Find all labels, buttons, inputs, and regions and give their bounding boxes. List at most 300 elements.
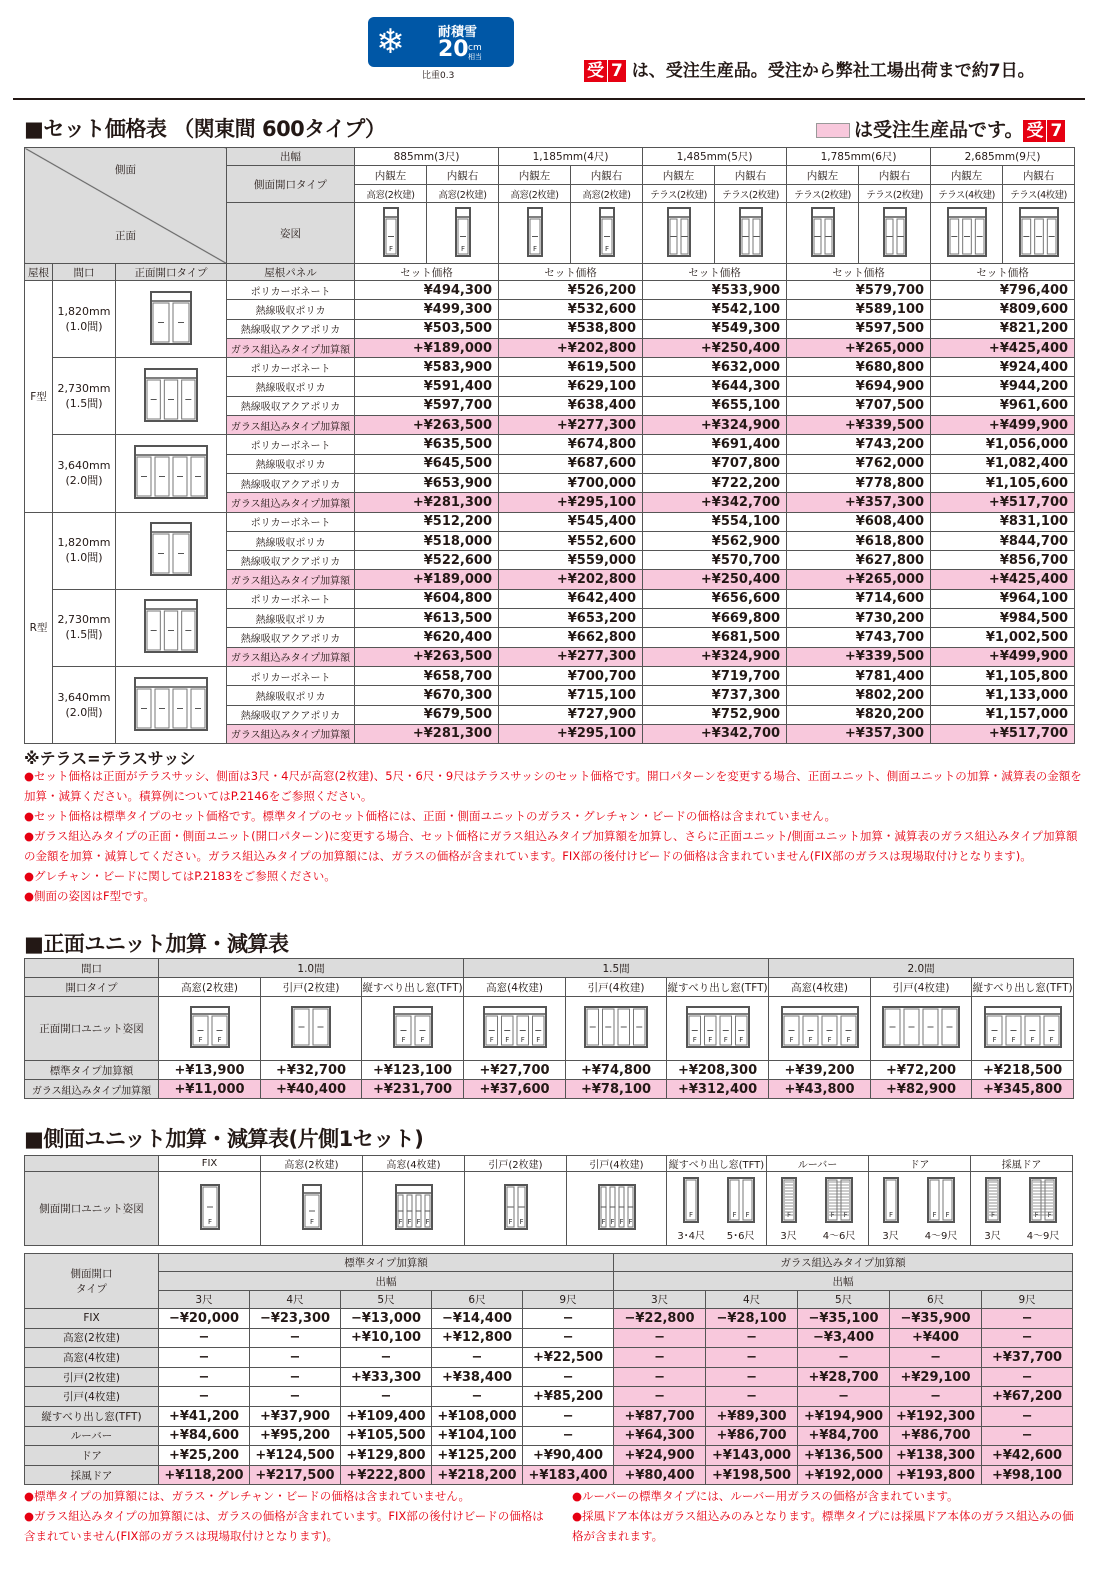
unit-1: 高窓(2枚建): [261, 1156, 363, 1172]
svg-text:F: F: [827, 1036, 832, 1044]
col-4尺: 4尺: [250, 1291, 341, 1309]
opening-header: 間口: [53, 264, 116, 281]
table-row: [25, 1156, 1073, 1172]
svg-text:F: F: [786, 1210, 791, 1219]
glass-price: +¥42,600: [982, 1446, 1073, 1466]
opening-size: [53, 358, 116, 435]
table-row: [25, 997, 1074, 1061]
figure-caption: 3尺: [780, 1230, 797, 1242]
side-figure-1: [427, 203, 499, 264]
panel-label: ガラス組込みタイプ加算額: [227, 493, 355, 512]
svg-text:F: F: [846, 1036, 851, 1044]
price-cell: ¥687,600: [499, 454, 643, 473]
price-cell: ¥809,600: [931, 300, 1075, 319]
panel-label: 熱線吸収ポリカ: [227, 609, 355, 628]
opening-mm: 2,730mm: [57, 381, 111, 395]
price-cell: ¥722,200: [643, 473, 787, 492]
front-unit-figure: [871, 997, 972, 1061]
svg-text:F: F: [945, 1210, 950, 1219]
type-header: 側面開口 タイプ: [25, 1254, 159, 1309]
price-cell: +¥324,900: [643, 647, 787, 666]
price-cell: ¥1,082,400: [931, 454, 1075, 473]
std-price: +¥123,100: [362, 1061, 464, 1080]
table-row: [25, 978, 1074, 997]
price-cell: ¥844,700: [931, 531, 1075, 550]
price-cell: +¥339,500: [787, 647, 931, 666]
table-row: [25, 1272, 1073, 1291]
price-cell: +¥499,900: [931, 647, 1075, 666]
opening-ken: (1.5間): [65, 396, 103, 410]
side-window-figure-icon: [526, 206, 544, 258]
panel-label: 熱線吸収アクアポリカ: [227, 628, 355, 647]
svg-text:F: F: [424, 1218, 430, 1226]
side-type-7: テラス(2枚建): [859, 185, 931, 203]
glass-price: +¥143,000: [706, 1446, 798, 1466]
front-unit-figure: [667, 997, 769, 1061]
std-price: −: [341, 1348, 432, 1368]
price-cell: ¥655,100: [643, 396, 787, 415]
panel-label: 熱線吸収ポリカ: [227, 300, 355, 319]
front-unit-title: ■正面ユニット加算・減算表: [24, 932, 289, 956]
std-price: +¥105,500: [341, 1426, 432, 1446]
price-cell: +¥189,000: [355, 570, 499, 589]
figure-caption: 4〜9尺: [1026, 1230, 1060, 1242]
side-figure-3: [571, 203, 643, 264]
opening-size: [53, 666, 116, 743]
open-type-8: 縦すべり出し窓(TFT): [972, 978, 1074, 997]
table-row: [25, 1061, 1074, 1080]
price-cell: +¥517,700: [931, 724, 1075, 743]
std-price: +¥10,100: [341, 1328, 432, 1348]
price-cell: ¥589,100: [787, 300, 931, 319]
std-price: −: [523, 1328, 614, 1348]
side-type-5: テラス(2枚建): [715, 185, 787, 203]
svg-text:F: F: [689, 1210, 694, 1219]
group-0: 1.0間: [159, 959, 464, 978]
price-cell: ¥700,700: [499, 666, 643, 685]
badge-unit: cm 相当: [468, 43, 482, 61]
std-price: +¥84,600: [159, 1426, 250, 1446]
set-notes: [24, 766, 1084, 906]
svg-text:F: F: [507, 1218, 513, 1226]
price-cell: ¥635,500: [355, 435, 499, 454]
svg-text:F: F: [535, 1036, 540, 1044]
front-unit-figure: [362, 997, 464, 1061]
side-unit-figure: [363, 1172, 465, 1246]
glass-price: −: [890, 1348, 982, 1368]
glass-price: −: [982, 1309, 1073, 1329]
side-8: 内観左: [931, 166, 1003, 185]
side-window-figure-icon: [598, 206, 616, 258]
price-cell: ¥627,800: [787, 551, 931, 570]
width-4: 2,685mm(9尺): [931, 148, 1075, 166]
svg-text:F: F: [197, 1036, 203, 1044]
price-cell: +¥425,400: [931, 338, 1075, 357]
figure-variant: [1027, 1176, 1060, 1242]
table-row: [25, 1465, 1073, 1485]
std-price: +¥129,800: [341, 1446, 432, 1466]
front-unit-figure: [464, 997, 566, 1061]
side-terrace-figure-icon: [1018, 206, 1060, 258]
glass-price: +¥192,000: [798, 1465, 890, 1485]
side-terrace-figure-icon: [946, 206, 988, 258]
unit-3: 引戸(2枚建): [465, 1156, 567, 1172]
glass-price: +¥400: [890, 1328, 982, 1348]
side-terrace-figure-icon: [666, 206, 692, 258]
price-cell: ¥583,900: [355, 358, 499, 377]
note: ●標準タイプの加算額には、ガラス・グレチャン・ビードの価格は含まれていません。: [24, 1489, 470, 1503]
side-terrace-figure-icon: [738, 206, 764, 258]
price-cell: ¥597,500: [787, 319, 931, 338]
std-price: −: [159, 1367, 250, 1387]
glass-price: −: [798, 1387, 890, 1407]
glass-price: +¥29,100: [890, 1367, 982, 1387]
svg-text:F: F: [1047, 1210, 1052, 1219]
svg-text:F: F: [401, 1036, 406, 1044]
table-row: [25, 589, 1075, 608]
open-type-5: 縦すべり出し窓(TFT): [667, 978, 769, 997]
svg-text:F: F: [415, 1218, 421, 1226]
svg-text:F: F: [489, 1036, 494, 1044]
std-price: +¥22,500: [523, 1348, 614, 1368]
price-cell: ¥620,400: [355, 628, 499, 647]
svg-text:F: F: [745, 1210, 750, 1219]
svg-text:F: F: [808, 1036, 813, 1044]
std-price: −: [159, 1348, 250, 1368]
side-figure-0: [355, 203, 427, 264]
row-label: 縦すべり出し窓(TFT): [25, 1406, 159, 1426]
std-price: −: [250, 1328, 341, 1348]
glass-price: +¥43,800: [769, 1080, 871, 1099]
glass-price: +¥345,800: [972, 1080, 1074, 1099]
panel-label: ガラス組込みタイプ加算額: [227, 647, 355, 666]
std-price: +¥218,500: [972, 1061, 1074, 1080]
side-type-4: テラス(2枚建): [643, 185, 715, 203]
side-unit-figure-icon: [301, 1183, 323, 1231]
price-cell: +¥250,400: [643, 570, 787, 589]
front-window-figure-icon: [143, 367, 199, 423]
panel-header: 屋根パネル: [227, 264, 355, 281]
svg-text:F: F: [518, 1218, 524, 1226]
glass-price: −: [614, 1328, 706, 1348]
side-unit-figure-icon: [824, 1176, 854, 1224]
opening-ken: (1.0間): [65, 551, 103, 565]
price-cell: ¥700,000: [499, 473, 643, 492]
side-figure-5: [715, 203, 787, 264]
price-cell: ¥1,105,600: [931, 473, 1075, 492]
unit-6: ルーバー: [767, 1156, 869, 1172]
svg-text:F: F: [1034, 1210, 1039, 1219]
std-price: +¥124,500: [250, 1446, 341, 1466]
std-price: +¥218,200: [432, 1465, 523, 1485]
price-cell: ¥707,500: [787, 396, 931, 415]
std-price: +¥90,400: [523, 1446, 614, 1466]
glass-price: −: [798, 1348, 890, 1368]
price-cell: ¥796,400: [931, 281, 1075, 300]
glass-price: +¥37,700: [982, 1348, 1073, 1368]
width-1: 1,185mm(4尺): [499, 148, 643, 166]
std-price: −: [432, 1387, 523, 1407]
front-unit-figure: [769, 997, 871, 1061]
col-6尺: 6尺: [432, 1291, 523, 1309]
side-unit-price-table: [24, 1253, 1073, 1485]
price-cell: ¥656,600: [643, 589, 787, 608]
front-unit-figure: [261, 997, 362, 1061]
figure-caption: 4〜9尺: [924, 1230, 958, 1242]
glass-price: +¥98,100: [982, 1465, 1073, 1485]
glass-price: +¥64,300: [614, 1426, 706, 1446]
opening-size: [53, 512, 116, 589]
front-figure: [116, 666, 227, 743]
row-label: FIX: [25, 1309, 159, 1329]
order-note: 受 7 は、受注生産品。受注から弊社工場出荷まで約7日。: [584, 56, 1035, 82]
side-unit-figure-icon: [199, 1183, 221, 1231]
col-5尺: 5尺: [798, 1291, 890, 1309]
note: ●ガラス組込みタイプの加算額には、ガラスの価格が含まれています。FIX部の後付けビードの価格は含まれていません(FIX部のガラスは現場取付けとなります)。: [24, 1509, 544, 1543]
price-cell: +¥324,900: [643, 416, 787, 435]
std-price: −: [250, 1348, 341, 1368]
price-cell: +¥281,300: [355, 724, 499, 743]
price-cell: +¥263,500: [355, 647, 499, 666]
note: ●ルーバーの標準タイプには、ルーバー用ガラスの価格が含まれています。: [572, 1489, 959, 1503]
price-cell: ¥499,300: [355, 300, 499, 319]
side-unit-figure-icon: [926, 1176, 956, 1224]
side-unit-title: ■側面ユニット加算・減算表(片側1セット): [24, 1127, 424, 1151]
price-cell: ¥669,800: [643, 609, 787, 628]
svg-text:F: F: [707, 1036, 712, 1044]
glass-price: +¥198,500: [706, 1465, 798, 1485]
price-cell: ¥522,600: [355, 551, 499, 570]
svg-text:F: F: [520, 1036, 525, 1044]
col-5尺: 5尺: [341, 1291, 432, 1309]
std-price: −¥14,400: [432, 1309, 523, 1329]
std-price: −¥13,000: [341, 1309, 432, 1329]
price-cell: +¥189,000: [355, 338, 499, 357]
glass-price: +¥37,600: [464, 1080, 566, 1099]
table-row: [25, 959, 1074, 978]
side-window-figure-icon: [454, 206, 472, 258]
figure-variant: [984, 1176, 1002, 1242]
std-header: 標準タイプ加算額: [25, 1061, 159, 1080]
price-cell: +¥342,700: [643, 724, 787, 743]
svg-text:F: F: [732, 1210, 737, 1219]
panel-label: 熱線吸収アクアポリカ: [227, 396, 355, 415]
table-row: [25, 1406, 1073, 1426]
price-cell: ¥653,200: [499, 609, 643, 628]
width-3: 1,785mm(6尺): [787, 148, 931, 166]
panel-label: ガラス組込みタイプ加算額: [227, 570, 355, 589]
std-price: −: [250, 1387, 341, 1407]
side-type-0: 高窓(2枚建): [355, 185, 427, 203]
std-price: +¥37,900: [250, 1406, 341, 1426]
figure-caption: 3尺: [882, 1230, 899, 1242]
price-cell: ¥579,700: [787, 281, 931, 300]
row-label: 採風ドア: [25, 1465, 159, 1485]
glass-price: +¥136,500: [798, 1446, 890, 1466]
open-type-header: 開口タイプ: [25, 978, 159, 997]
std-price: +¥109,400: [341, 1406, 432, 1426]
opening-ken: (1.5間): [65, 628, 103, 642]
svg-text:F: F: [600, 1218, 606, 1226]
front-window-figure-icon: [133, 676, 209, 732]
glass-price: +¥312,400: [667, 1080, 769, 1099]
figure-caption: 5･6尺: [726, 1230, 755, 1242]
open-type-0: 高窓(2枚建): [159, 978, 261, 997]
price-cell: ¥670,300: [355, 686, 499, 705]
open-type-1: 引戸(2枚建): [261, 978, 362, 997]
std-price: +¥32,700: [261, 1061, 362, 1080]
svg-text:F: F: [504, 1036, 509, 1044]
price-cell: ¥743,700: [787, 628, 931, 647]
note: ●セット価格は正面がテラスサッシ、側面は3尺・4尺が高窓(2枚建)、5尺・6尺・9尺はテラスサッシのセット価格です。開口パターンを変更する場合、正面ユニット、側面ユニットの加算・減算表の金額を加算・減算ください。積算例についてはP.2146をご参照ください。: [24, 769, 1082, 803]
std-price: +¥222,800: [341, 1465, 432, 1485]
price-cell: ¥597,700: [355, 396, 499, 415]
front-unit-figure-icon: [482, 1005, 548, 1049]
price-cell: ¥618,800: [787, 531, 931, 550]
snow-load-badge: [368, 17, 514, 67]
side-figure-9: [1003, 203, 1075, 264]
table-row: [25, 512, 1075, 531]
price-cell: ¥752,900: [643, 705, 787, 724]
side-6: 内観左: [787, 166, 859, 185]
front-unit-figure-icon: [290, 1005, 332, 1049]
unit-0: FIX: [159, 1156, 261, 1172]
std-price: −¥20,000: [159, 1309, 250, 1329]
row-label: ドア: [25, 1446, 159, 1466]
price-cell: +¥277,300: [499, 647, 643, 666]
opening-mm: 3,640mm: [57, 690, 111, 704]
glass-price: +¥138,300: [890, 1446, 982, 1466]
side-unit-figure: [159, 1172, 261, 1246]
price-cell: +¥499,900: [931, 416, 1075, 435]
glass-price: −: [706, 1367, 798, 1387]
price-cell: ¥518,000: [355, 531, 499, 550]
price-cell: +¥357,300: [787, 493, 931, 512]
side-type-header: 側面開口タイプ: [227, 166, 355, 203]
panel-label: 熱線吸収ポリカ: [227, 686, 355, 705]
price-cell: +¥263,500: [355, 416, 499, 435]
open-type-4: 引戸(4枚建): [566, 978, 667, 997]
price-cell: ¥802,200: [787, 686, 931, 705]
roof-header: 屋根: [25, 264, 53, 281]
price-cell: ¥1,133,000: [931, 686, 1075, 705]
glass-price: +¥193,800: [890, 1465, 982, 1485]
blank: [25, 1156, 159, 1172]
glass-price: −¥3,400: [798, 1328, 890, 1348]
group-1: 1.5間: [464, 959, 769, 978]
side-unit-figure: [971, 1172, 1073, 1246]
std-price: +¥95,200: [250, 1426, 341, 1446]
price-cell: ¥715,100: [499, 686, 643, 705]
side-figure-7: [859, 203, 931, 264]
col-4尺: 4尺: [706, 1291, 798, 1309]
open-type-3: 高窓(4枚建): [464, 978, 566, 997]
price-cell: ¥494,300: [355, 281, 499, 300]
roof-type: R型: [25, 512, 53, 744]
front-figure: [116, 512, 227, 589]
figure-variant: [726, 1176, 756, 1242]
table-row: [25, 1348, 1073, 1368]
price-cell: ¥542,100: [643, 300, 787, 319]
price-cell: ¥512,200: [355, 512, 499, 531]
panel-label: ガラス組込みタイプ加算額: [227, 416, 355, 435]
made-to-order-legend: は受注生産品です。 受 7: [816, 115, 1065, 142]
price-cell: +¥265,000: [787, 570, 931, 589]
side-type-8: テラス(4枚建): [931, 185, 1003, 203]
side-unit-figure: [869, 1172, 971, 1246]
table-row: [25, 1291, 1073, 1309]
table-row: [25, 358, 1075, 377]
corner-header: [25, 148, 227, 264]
svg-text:F: F: [627, 1218, 633, 1226]
col-3尺: 3尺: [159, 1291, 250, 1309]
svg-text:F: F: [830, 1210, 835, 1219]
price-cell: ¥856,700: [931, 551, 1075, 570]
price-cell: ¥662,800: [499, 628, 643, 647]
price-cell: ¥562,900: [643, 531, 787, 550]
unit-2: 高窓(4枚建): [363, 1156, 465, 1172]
panel-label: ガラス組込みタイプ加算額: [227, 338, 355, 357]
figure-caption: 3尺: [984, 1230, 1001, 1242]
std-price: −: [432, 1348, 523, 1368]
table-row: [25, 1426, 1073, 1446]
panel-label: ポリカーボネート: [227, 589, 355, 608]
price-cell: ¥658,700: [355, 666, 499, 685]
front-window-figure-icon: [143, 598, 199, 654]
table-row: [25, 435, 1075, 454]
side-figure-2: [499, 203, 571, 264]
price-cell: ¥821,200: [931, 319, 1075, 338]
open-type-7: 引戸(4枚建): [871, 978, 972, 997]
unit-7: ドア: [869, 1156, 971, 1172]
opening-header: 間口: [25, 959, 159, 978]
badge-value: 20: [438, 37, 469, 62]
front-figure: [116, 281, 227, 358]
std-price: −: [250, 1367, 341, 1387]
panel-label: 熱線吸収ポリカ: [227, 377, 355, 396]
row-label: 引戸(2枚建): [25, 1367, 159, 1387]
price-cell: ¥526,200: [499, 281, 643, 300]
svg-text:F: F: [932, 1210, 937, 1219]
side-2: 内観左: [499, 166, 571, 185]
svg-text:F: F: [843, 1210, 848, 1219]
svg-text:F: F: [216, 1036, 222, 1044]
table-row: [25, 281, 1075, 300]
table-row: [25, 1254, 1073, 1272]
open-type-6: 高窓(4枚建): [769, 978, 871, 997]
std-price: +¥85,200: [523, 1387, 614, 1407]
price-cell: ¥503,500: [355, 319, 499, 338]
price-cell: ¥743,200: [787, 435, 931, 454]
price-cell: ¥532,600: [499, 300, 643, 319]
std-price: +¥13,900: [159, 1061, 261, 1080]
price-cell: +¥202,800: [499, 570, 643, 589]
glass-price: −: [706, 1387, 798, 1407]
opening-ken: (2.0間): [65, 473, 103, 487]
svg-text:F: F: [1030, 1036, 1035, 1044]
price-cell: ¥781,400: [787, 666, 931, 685]
side-figure-4: [643, 203, 715, 264]
opening-size: [53, 435, 116, 512]
fig-label: 側面開口ユニット姿図: [25, 1172, 159, 1246]
col-9尺: 9尺: [523, 1291, 614, 1309]
side-type-1: 高窓(2枚建): [427, 185, 499, 203]
opening-mm: 2,730mm: [57, 613, 111, 627]
glass-price: +¥84,700: [798, 1426, 890, 1446]
glass-price: +¥24,900: [614, 1446, 706, 1466]
figure-header: 正面開口ユニット姿図: [25, 997, 159, 1061]
side-unit-figure-icon: [1028, 1176, 1058, 1224]
